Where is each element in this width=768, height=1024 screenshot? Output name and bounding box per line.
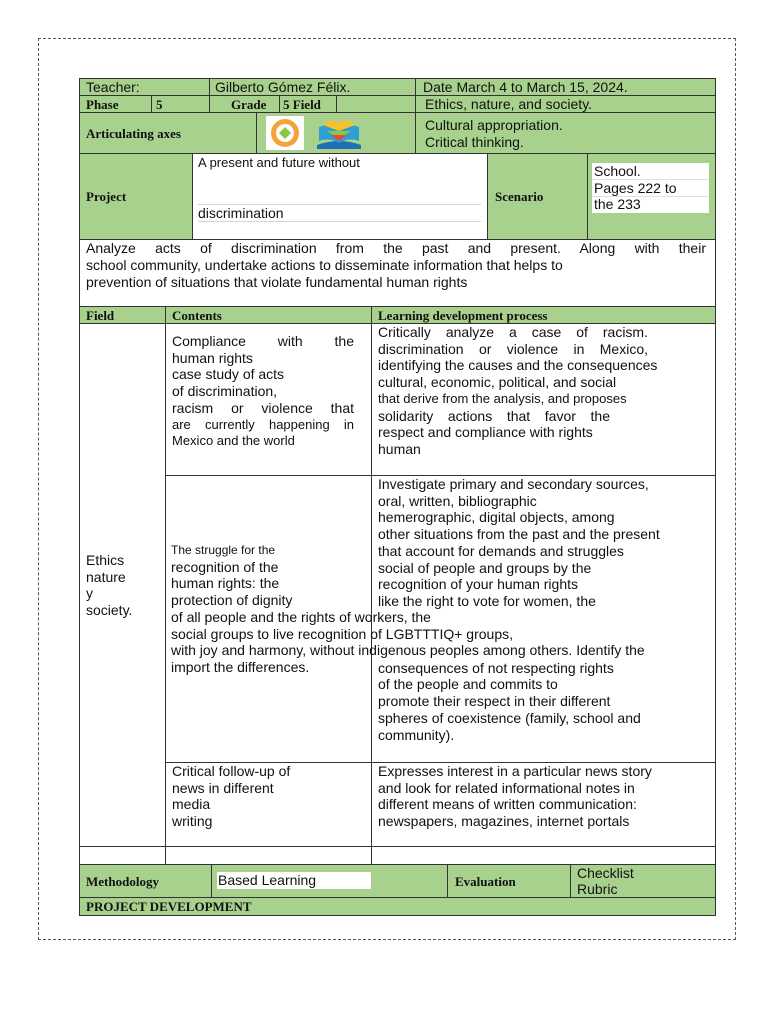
text-line: solidarity actions that favor the <box>378 407 610 424</box>
project-title-line2: discrimination <box>198 205 284 221</box>
project-development-label: PROJECT DEVELOPMENT <box>86 899 252 914</box>
contents-row-1-text <box>172 333 354 450</box>
purpose-line1: Analyze acts of discrimination from the past and present. Along with their <box>86 240 706 256</box>
col-process-header <box>371 306 716 324</box>
text-line: promote their respect in their different <box>378 693 611 710</box>
phase-label-cell <box>79 95 152 113</box>
contents-row-2-text <box>171 542 731 676</box>
text-line: human <box>378 440 421 457</box>
text-line: social of people and groups by the <box>378 559 592 576</box>
scenario-value-cell <box>587 153 716 240</box>
purpose-line3: prevention of situations that violate fundamental human rights <box>86 274 468 290</box>
grade-label: Grade <box>231 97 267 112</box>
scenario-line2: Pages 222 to <box>594 180 677 196</box>
axes-values-cell <box>415 112 716 154</box>
text-line: case study of acts <box>172 366 285 383</box>
teacher-label-cell <box>79 78 210 96</box>
project-label: Project <box>86 189 127 204</box>
grade-label-cell <box>209 95 280 113</box>
text-line: consequences of not respecting rights <box>378 659 614 676</box>
text-line: cultural, economic, political, and social <box>378 374 617 391</box>
text-line: like the right to vote for women, the <box>378 592 596 609</box>
process-row-1 <box>371 323 716 476</box>
text-line: of discrimination, <box>172 383 278 400</box>
field-text <box>86 552 132 619</box>
text-line: spheres of coexistence (family, school and <box>378 709 641 726</box>
evaluation-label-cell <box>447 864 571 898</box>
project-label-cell <box>79 153 193 240</box>
text-line: discrimination or violence in Mexico, <box>378 340 648 357</box>
text-line: and look for related informational notes in <box>378 779 635 796</box>
field-line: Ethics <box>86 552 125 568</box>
text-line: other situations from the past and the present <box>378 526 660 543</box>
teacher-label: Teacher: <box>86 79 140 95</box>
spacer-cell <box>165 846 372 865</box>
text-line: human rights <box>172 349 253 366</box>
text-line: of the people and commits to <box>378 676 558 693</box>
text-line: social groups to live recognition of LGBTTTIQ+ groups, <box>171 625 513 642</box>
text-line: Mexico and the world <box>172 433 295 449</box>
process-row-3-text <box>378 763 652 830</box>
project-development-cell <box>79 897 716 916</box>
col-field-label: Field <box>86 308 115 323</box>
field-line: society. <box>86 602 133 619</box>
scenario-line1: School. <box>594 163 641 179</box>
field-value: Ethics, nature, and society. <box>425 96 593 112</box>
field-line: y <box>86 585 93 602</box>
methodology-label: Methodology <box>86 874 159 889</box>
purpose-cell <box>79 239 716 307</box>
project-title-line1: A present and future without <box>198 155 360 170</box>
text-line: that derive from the analysis, and proposes <box>378 390 627 406</box>
col-contents-header <box>165 306 372 324</box>
contents-row-3-text <box>172 763 290 830</box>
text-line: newspapers, magazines, internet portals <box>378 813 630 830</box>
contents-row-1 <box>165 323 372 476</box>
axes-label-cell <box>79 112 257 154</box>
teacher-name: Gilberto Gómez Félix. <box>215 79 351 95</box>
text-line: recognition of the <box>171 558 279 575</box>
text-line: import the differences. <box>171 658 310 675</box>
purpose-text <box>86 240 706 291</box>
text-line: protection of dignity <box>171 592 293 609</box>
text-line: writing <box>172 813 213 830</box>
field-label: 5 Field <box>283 97 321 112</box>
phase-value: 5 <box>156 97 163 112</box>
spacer-cell <box>371 846 716 865</box>
methodology-label-cell <box>79 864 212 898</box>
text-line: respect and compliance with rights <box>378 424 593 441</box>
text-line: Critically analyze a case of racism. <box>378 324 648 340</box>
field-line: nature <box>86 568 126 585</box>
date-cell <box>415 78 716 96</box>
text-line: that account for demands and struggles <box>378 542 624 559</box>
phase-label: Phase <box>86 97 119 112</box>
text-line: hemerographic, digital objects, among <box>378 509 615 526</box>
scenario-line3: the 233 <box>594 196 641 212</box>
orange-green-circle-logo-icon <box>266 116 304 150</box>
process-row-1-text <box>378 324 658 458</box>
evaluation-line1: Checklist <box>577 865 634 881</box>
evaluation-line2: Rubric <box>577 881 618 897</box>
field-label-cell <box>279 95 337 113</box>
teacher-name-cell <box>209 78 416 96</box>
purpose-line2: school community, undertake actions to disseminate information that helps to <box>86 257 563 273</box>
project-title-cell <box>192 153 488 240</box>
text-line: different means of written communication: <box>378 796 637 813</box>
text-line: news in different <box>172 779 274 796</box>
text-line: recognition of your human rights <box>378 576 578 593</box>
text-line: are currently happening in <box>172 416 354 432</box>
axes-logos-cell <box>256 112 416 154</box>
text-line: oral, written, bibliographic <box>378 492 537 509</box>
contents-row-3 <box>165 762 372 847</box>
text-line: media <box>172 796 211 813</box>
text-line: Expresses interest in a particular news story <box>378 763 652 779</box>
evaluation-label: Evaluation <box>455 874 516 889</box>
methodology-value: Based Learning <box>218 872 317 888</box>
scenario-label: Scenario <box>495 189 544 204</box>
col-process-label: Learning development process <box>378 308 548 323</box>
text-line: Critical follow-up of <box>172 763 291 779</box>
axes-line2: Critical thinking. <box>425 134 524 150</box>
col-contents-label: Contents <box>172 308 222 323</box>
process-row-3 <box>371 762 716 847</box>
text-line: Investigate primary and secondary sources, <box>378 476 649 492</box>
text-line: with joy and harmony, without indigenous peoples among others. Identify the <box>171 642 645 659</box>
field-value-cell <box>415 95 716 113</box>
text-line: The struggle for the <box>171 543 276 557</box>
text-line: racism or violence that <box>172 399 354 416</box>
text-line: human rights: the <box>171 575 280 592</box>
text-line: community). <box>378 726 455 743</box>
evaluation-value-cell <box>570 864 716 898</box>
empty-cell <box>336 95 416 113</box>
text-line: identifying the causes and the consequences <box>378 357 658 374</box>
axes-label: Articulating axes <box>86 126 181 141</box>
text-line: of all people and the rights of workers, the <box>171 608 431 625</box>
col-field-header <box>79 306 166 324</box>
scenario-label-cell <box>487 153 588 240</box>
phase-value-cell <box>151 95 210 113</box>
field-cell <box>79 323 166 847</box>
open-book-logo-icon <box>313 115 365 151</box>
axes-line1: Cultural appropriation. <box>425 117 563 133</box>
methodology-value-cell <box>211 864 448 898</box>
spacer-cell <box>79 846 166 865</box>
date-text: Date March 4 to March 15, 2024. <box>423 79 628 95</box>
text-line: Compliance with the <box>172 333 354 349</box>
